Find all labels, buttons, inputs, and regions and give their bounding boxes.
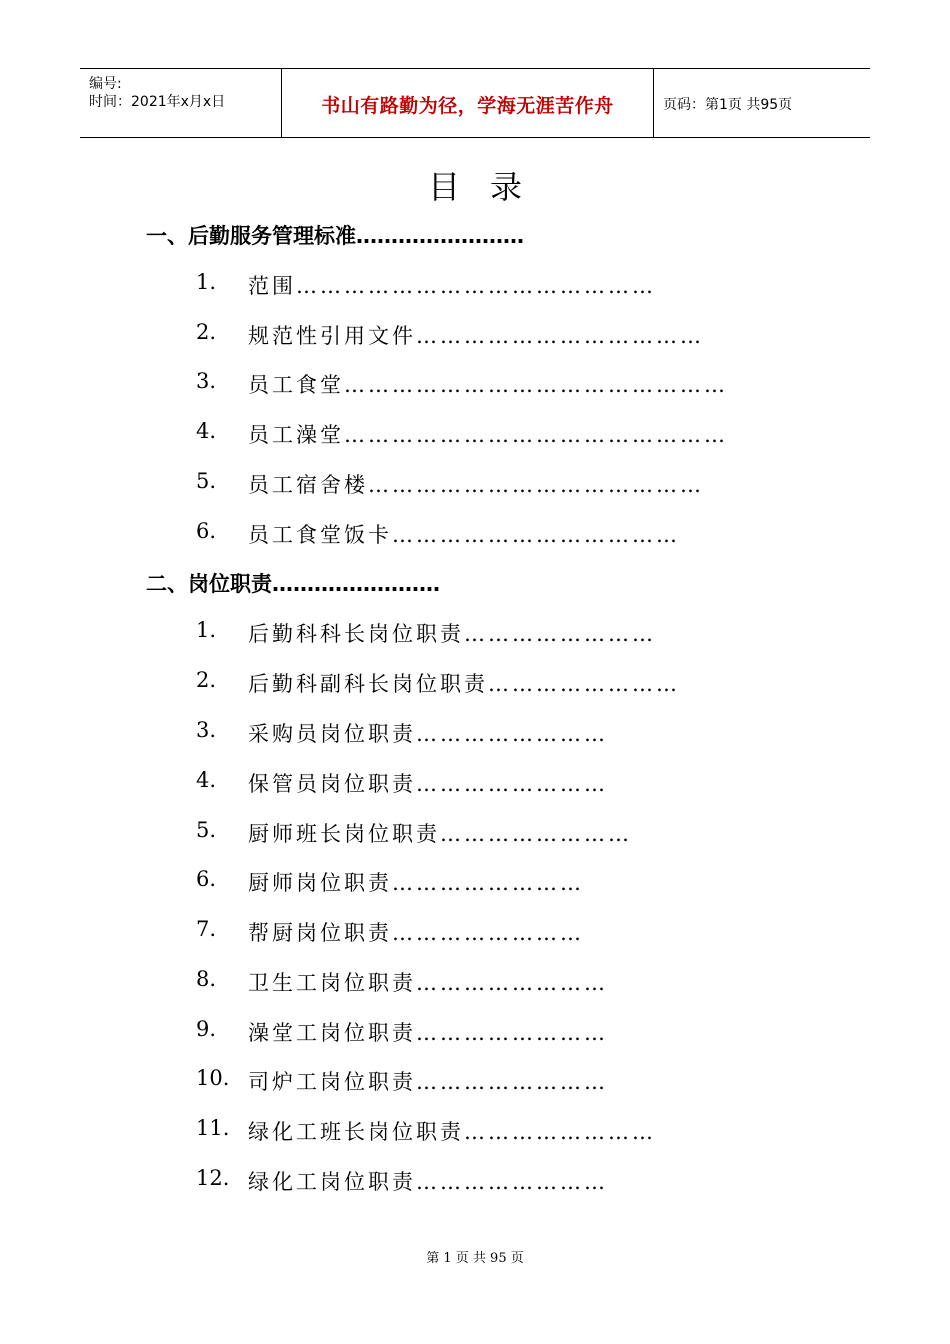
toc-item-text: 帮厨岗位职责…………………… xyxy=(248,921,584,945)
header-motto: 书山有路勤为径，学海无涯苦作舟 xyxy=(321,95,614,117)
document-time-label: 时间：2021年x月x日 xyxy=(89,94,226,110)
toc-item-text: 绿化工岗位职责…………………… xyxy=(248,1170,608,1194)
toc-item-number: 3. xyxy=(196,369,217,393)
toc-item-text: 范围……………………………………… xyxy=(248,274,656,298)
toc-item-number: 11. xyxy=(196,1116,230,1140)
toc-item-text: 后勤科科长岗位职责…………………… xyxy=(248,622,656,646)
toc-item-text: 规范性引用文件……………………………… xyxy=(248,324,704,348)
toc-item-number: 8. xyxy=(196,967,217,991)
toc-item-number: 10. xyxy=(196,1066,230,1090)
toc-item-text: 保管员岗位职责…………………… xyxy=(248,772,608,796)
toc-item-text: 卫生工岗位职责…………………… xyxy=(248,971,608,995)
toc-item-number: 2. xyxy=(196,668,217,692)
toc-item-number: 4. xyxy=(196,419,217,443)
header-meta-cell xyxy=(80,69,282,137)
toc-item-number: 5. xyxy=(196,818,217,842)
toc-item-text: 员工宿舍楼…………………………………… xyxy=(248,473,704,497)
toc-item-number: 3. xyxy=(196,718,217,742)
toc-item-text: 厨师岗位职责…………………… xyxy=(248,871,584,895)
header-motto-cell xyxy=(282,69,654,137)
toc-item-number: 1. xyxy=(196,618,217,642)
page-title: 目录 xyxy=(427,168,552,206)
header-page-info: 页码：第1页 共95页 xyxy=(663,97,793,113)
toc-section-heading[interactable]: 一、后勤服务管理标准…………………… xyxy=(146,224,524,248)
toc-item-number: 12. xyxy=(196,1166,230,1190)
toc-item-number: 6. xyxy=(196,867,217,891)
toc-item-text: 厨师班长岗位职责…………………… xyxy=(248,822,632,846)
toc-item-text: 绿化工班长岗位职责…………………… xyxy=(248,1120,656,1144)
toc-item-text: 澡堂工岗位职责…………………… xyxy=(248,1021,608,1045)
document-header xyxy=(80,68,870,138)
toc-item-number: 5. xyxy=(196,469,217,493)
toc-item-number: 7. xyxy=(196,917,217,941)
toc-item-text: 后勤科副科长岗位职责…………………… xyxy=(248,672,680,696)
document-number-label: 编号: xyxy=(89,76,122,92)
toc-item-number: 1. xyxy=(196,270,217,294)
toc-item-text: 司炉工岗位职责…………………… xyxy=(248,1070,608,1094)
toc-item-text: 员工食堂………………………………………… xyxy=(248,373,728,397)
header-page-cell xyxy=(654,69,870,137)
page-footer: 第 1 页 共 95 页 xyxy=(426,1251,524,1266)
toc-item-number: 2. xyxy=(196,320,217,344)
toc-item-number: 6. xyxy=(196,519,217,543)
toc-item-text: 采购员岗位职责…………………… xyxy=(248,722,608,746)
toc-item-number: 4. xyxy=(196,768,217,792)
toc-item-text: 员工食堂饭卡……………………………… xyxy=(248,523,680,547)
toc-item-text: 员工澡堂………………………………………… xyxy=(248,423,728,447)
toc-item-number: 9. xyxy=(196,1017,217,1041)
toc-section-heading[interactable]: 二、岗位职责…………………… xyxy=(146,572,440,596)
